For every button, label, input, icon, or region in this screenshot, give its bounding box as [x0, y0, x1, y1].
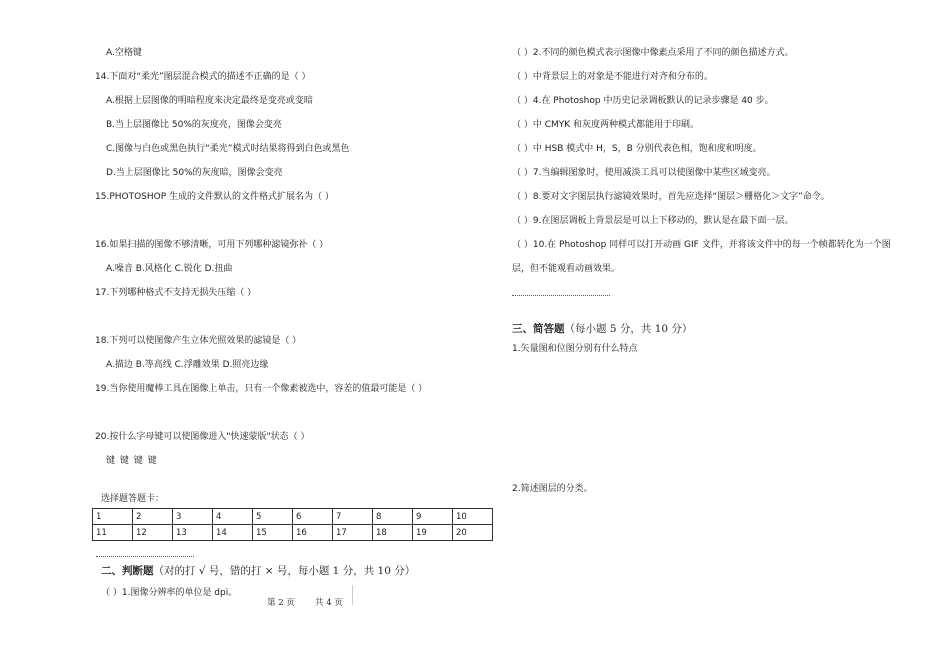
answer-cell[interactable]: 8: [373, 509, 413, 525]
judge-10-line2: 层，但不能观看动画效果。: [512, 264, 621, 274]
judge-10-line1: （ ）10.在 Photoshop 同样可以打开动画 GIF 文件，并将该文件中的每一个帧都转化为一个图: [512, 240, 891, 250]
answer-cell[interactable]: 20: [453, 525, 493, 541]
question-20: 20.按什么字母键可以使图像进入"快速蒙版"状态（ ）: [95, 432, 310, 442]
answer-cell[interactable]: 11: [93, 525, 133, 541]
judge-1: （ ）1.图像分辨率的单位是 dpi。: [101, 588, 238, 598]
question-16: 16.如果扫描的图像不够清晰，可用下列哪种滤镜弥补（ ）: [95, 240, 329, 250]
q14-option-a: A.根据上层图像的明暗程度来决定最终是变亮或变暗: [106, 96, 313, 106]
answer-cell[interactable]: 17: [333, 525, 373, 541]
section-2-heading: [101, 565, 415, 577]
section-3-title: 三、简答题: [512, 323, 565, 335]
answer-cell[interactable]: 19: [413, 525, 453, 541]
question-14: 14.下面对“柔光”图层混合模式的描述不正确的是（ ）: [95, 72, 311, 82]
judge-4: （ ）4.在 Photoshop 中历史记录调板默认的记录步骤是 40 步。: [512, 96, 774, 106]
page-total: 共 4 页: [315, 598, 343, 608]
answer-cell[interactable]: 10: [453, 509, 493, 525]
judge-8: （ ）8.要对文字图层执行滤镜效果时，首先应选择“图层＞栅格化＞文字”命令。: [512, 192, 830, 202]
answer-cell[interactable]: 3: [173, 509, 213, 525]
page-number: 第 2 页: [267, 598, 295, 608]
answer-cell[interactable]: 5: [253, 509, 293, 525]
separator-dotted: [96, 556, 194, 557]
answer-cell[interactable]: 14: [213, 525, 253, 541]
answer-cell[interactable]: 4: [213, 509, 253, 525]
answer-cell[interactable]: 7: [333, 509, 373, 525]
judge-6: （ ）中 HSB 模式中 H，S，B 分别代表色相，饱和度和明度。: [512, 144, 762, 154]
judge-9: （ ）9.在图层调板上背景层是可以上下移动的，默认是在最下面一层。: [512, 216, 794, 226]
q20-options: 键 键 键 键: [106, 456, 157, 466]
q18-options: A.描边 B.等高线 C.浮雕效果 D.照亮边缘: [106, 360, 269, 370]
answer-cell[interactable]: 15: [253, 525, 293, 541]
answer-cell[interactable]: 16: [293, 525, 333, 541]
answer-cell[interactable]: 2: [133, 509, 173, 525]
section-3-heading: [512, 323, 692, 335]
section-3-note: （每小题 5 分，共 10 分）: [564, 323, 693, 335]
answer-cell[interactable]: 12: [133, 525, 173, 541]
question-19: 19.当你使用魔棒工具在图像上单击，只有一个像素被选中，容差的值最可能是（ ）: [95, 384, 428, 394]
answer-cell[interactable]: 13: [173, 525, 213, 541]
q14-option-d: D.当上层图像比 50%的灰度暗，图像会变亮: [106, 168, 283, 178]
page-divider-line: [352, 585, 353, 605]
q16-options: A.噪音 B.风格化 C.锐化 D.扭曲: [106, 264, 233, 274]
short-answer-2: 2.简述图层的分类。: [512, 484, 593, 494]
answer-cell[interactable]: 1: [93, 509, 133, 525]
q14-option-c: C.图像与白色或黑色执行“柔光”模式时结果将得到白色或黑色: [106, 144, 350, 154]
q14-option-b: B.当上层图像比 50%的灰度亮，图像会变亮: [106, 120, 282, 130]
answer-card-table: [92, 508, 493, 541]
answer-cell[interactable]: 18: [373, 525, 413, 541]
judge-3: （ ）中背景层上的对象是不能进行对齐和分布的。: [512, 72, 713, 82]
separator-dotted: [512, 295, 610, 296]
question-15: 15.PHOTOSHOP 生成的文件默认的文件格式扩展名为（ ）: [95, 192, 334, 202]
judge-2: （ ）2.不同的颜色模式表示图像中像素点采用了不同的颜色描述方式。: [512, 48, 794, 58]
short-answer-1: 1.矢量图和位图分别有什么特点: [512, 344, 638, 354]
question-17: 17.下列哪种格式不支持无损失压缩（ ）: [95, 288, 257, 298]
section-2-title: 二、判断题: [101, 565, 154, 577]
section-2-note: （对的打 √ 号，错的打 × 号，每小题 1 分，共 10 分）: [153, 565, 416, 577]
answer-cell[interactable]: 6: [293, 509, 333, 525]
judge-7: （ ）7.当编辑图象时，使用减淡工具可以使图像中某些区域变亮。: [512, 168, 776, 178]
judge-5: （ ）中 CMYK 和灰度两种模式都能用于印刷。: [512, 120, 700, 130]
question-18: 18.下列可以使图像产生立体光照效果的滤镜是（ ）: [95, 336, 302, 346]
answer-card-label: 选择题答题卡：: [101, 494, 165, 504]
answer-card-row: [93, 509, 493, 525]
answer-cell[interactable]: 9: [413, 509, 453, 525]
answer-card-row: [93, 525, 493, 541]
q13-option-a: A.空格键: [106, 48, 142, 58]
